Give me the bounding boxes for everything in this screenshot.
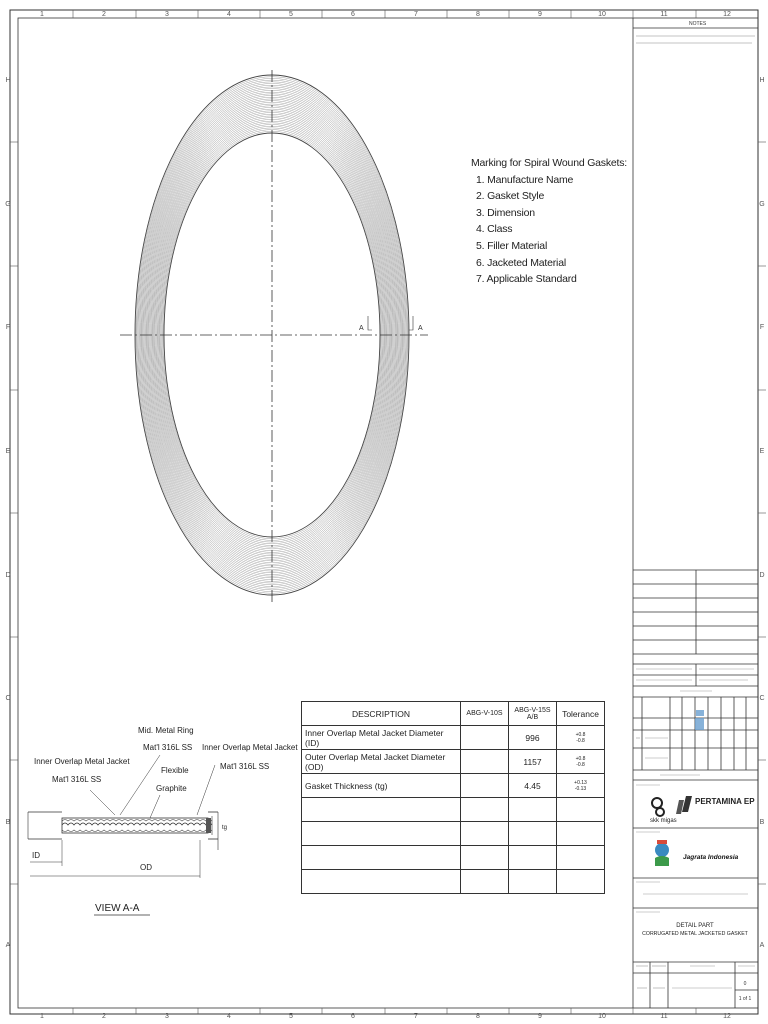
header-abg-v-10s: ABG-V-10S — [461, 702, 509, 726]
tol-minus: -0.13 — [574, 785, 587, 792]
label-mid-ring-1: Mid. Metal Ring — [138, 726, 194, 735]
row-label: C — [5, 695, 11, 702]
marking-title: Marking for Spiral Wound Gaskets: — [471, 157, 628, 169]
row-tolerance — [557, 870, 605, 894]
row-v10 — [461, 798, 509, 822]
table-row — [302, 726, 605, 750]
row-v10 — [461, 846, 509, 870]
rev-number: 0 — [743, 981, 747, 987]
row-tolerance — [557, 726, 605, 750]
section-letter-left: A — [359, 325, 364, 332]
row-label: D — [5, 572, 11, 579]
marking-item: 2. Gasket Style — [476, 190, 545, 203]
row-tolerance — [557, 774, 605, 798]
row-label: A — [759, 942, 765, 949]
row-desc — [302, 870, 461, 894]
row-v10 — [461, 822, 509, 846]
col-label: 9 — [538, 1013, 542, 1020]
marking-item: 1. Manufacture Name — [476, 173, 574, 186]
row-label: F — [759, 324, 765, 331]
col-label: 4 — [227, 1013, 231, 1020]
marking-item: 3. Dimension — [476, 206, 535, 219]
approval-stamps — [695, 710, 704, 730]
col-label: 11 — [660, 1013, 668, 1020]
col-label: 11 — [660, 11, 668, 18]
label-mid-ring-2: Mat'l 316L SS — [143, 743, 193, 752]
row-v15 — [509, 822, 557, 846]
row-v15: 4.45 — [509, 774, 557, 798]
label-inner-left-1: Inner Overlap Metal Jacket — [34, 757, 130, 766]
col-label: 7 — [414, 11, 418, 18]
marking-item: 6. Jacketed Material — [476, 256, 566, 269]
label-inner-left-2: Mat'l 316L SS — [52, 775, 102, 784]
row-v15 — [509, 798, 557, 822]
row-v15: 1157 — [509, 750, 557, 774]
marking-item: 7. Applicable Standard — [476, 273, 577, 286]
row-label: A — [5, 942, 11, 949]
col-label: 1 — [40, 11, 44, 18]
spec-table — [301, 701, 605, 894]
col-label: 8 — [476, 1013, 480, 1020]
col-label: 10 — [598, 11, 606, 18]
table-row — [302, 870, 605, 894]
row-desc: Gasket Thickness (tg) — [302, 774, 461, 798]
contractor-logo-text: Jagrata Indonesia — [683, 854, 739, 861]
label-filler-2: Graphite — [156, 784, 187, 793]
label-tg: tg — [222, 825, 228, 831]
marking-item: 4. Class — [476, 223, 513, 236]
header-description: DESCRIPTION — [302, 702, 461, 726]
row-label: B — [5, 819, 11, 826]
table-row — [302, 798, 605, 822]
row-label: D — [759, 572, 765, 579]
col-label: 9 — [538, 11, 542, 18]
skk-logo-icon — [652, 798, 664, 816]
table-row — [302, 774, 605, 798]
tol-plus: +0.13 — [574, 779, 587, 786]
row-desc — [302, 846, 461, 870]
row-desc: Inner Overlap Metal Jacket Diameter (ID) — [302, 726, 461, 750]
row-v10 — [461, 774, 509, 798]
row-tolerance — [557, 798, 605, 822]
row-label: G — [759, 201, 765, 208]
drawing-title-2: CORRUGATED METAL JACKETED GASKET — [642, 931, 748, 937]
col-label: 7 — [414, 1013, 418, 1020]
col-label: 12 — [723, 11, 731, 18]
row-label: E — [759, 448, 765, 455]
section-letter-right: A — [418, 325, 423, 332]
col-label: 5 — [289, 11, 293, 18]
pertamina-logo-icon — [676, 796, 692, 814]
col-label: 10 — [598, 1013, 606, 1020]
label-id: ID — [32, 851, 40, 860]
row-label: C — [759, 695, 765, 702]
col-label: 5 — [289, 1013, 293, 1020]
label-od: OD — [140, 863, 152, 872]
tol-minus: -0.8 — [576, 761, 585, 768]
col-label: 4 — [227, 11, 231, 18]
label-inner-right-2: Mat'l 316L SS — [220, 762, 270, 771]
row-desc: Outer Overlap Metal Jacket Diameter (OD) — [302, 750, 461, 774]
col-label: 2 — [102, 1013, 106, 1020]
table-row — [302, 846, 605, 870]
row-tolerance — [557, 846, 605, 870]
notes-lines — [636, 36, 755, 43]
row-desc — [302, 798, 461, 822]
row-v15: 996 — [509, 726, 557, 750]
skk-logo-text: skk migas — [650, 818, 677, 824]
tol-plus: +0.8 — [575, 755, 586, 762]
tol-plus: +0.8 — [575, 731, 586, 738]
col-label: 12 — [723, 1013, 731, 1020]
label-inner-right-1: Inner Overlap Metal Jacket — [202, 743, 298, 752]
drawing-title-1: DETAIL PART — [676, 923, 714, 929]
tol-minus: -0.8 — [576, 737, 585, 744]
row-label: H — [759, 77, 765, 84]
notes-title: NOTES — [689, 21, 707, 27]
col-label: 2 — [102, 11, 106, 18]
sheet-number: 1 of 1 — [738, 996, 752, 1002]
col-label: 3 — [165, 1013, 169, 1020]
row-label: G — [5, 201, 11, 208]
row-v15 — [509, 846, 557, 870]
row-v10 — [461, 870, 509, 894]
row-v10 — [461, 750, 509, 774]
row-label: H — [5, 77, 11, 84]
row-tolerance — [557, 750, 605, 774]
row-label: F — [5, 324, 11, 331]
header-tolerance: Tolerance — [557, 702, 605, 726]
row-label: B — [759, 819, 765, 826]
marking-notes — [471, 155, 627, 288]
spec-header-row — [302, 702, 605, 726]
col-label: 8 — [476, 11, 480, 18]
view-title: VIEW A-A — [95, 903, 140, 914]
pertamina-logo-text: PERTAMINA EP — [695, 797, 755, 806]
title-block-fine-print — [636, 669, 755, 988]
marking-item: 5. Filler Material — [476, 239, 548, 252]
table-row — [302, 750, 605, 774]
row-v15 — [509, 870, 557, 894]
table-row — [302, 822, 605, 846]
col-label: 6 — [351, 1013, 355, 1020]
row-tolerance — [557, 822, 605, 846]
row-label: E — [5, 448, 11, 455]
label-filler-1: Flexible — [161, 766, 189, 775]
contractor-logo-icon — [655, 840, 669, 866]
col-label: 6 — [351, 11, 355, 18]
header-abg-v-15s: ABG-V-15S A/B — [509, 702, 557, 726]
col-label: 1 — [40, 1013, 44, 1020]
col-label: 3 — [165, 11, 169, 18]
row-desc — [302, 822, 461, 846]
row-v10 — [461, 726, 509, 750]
